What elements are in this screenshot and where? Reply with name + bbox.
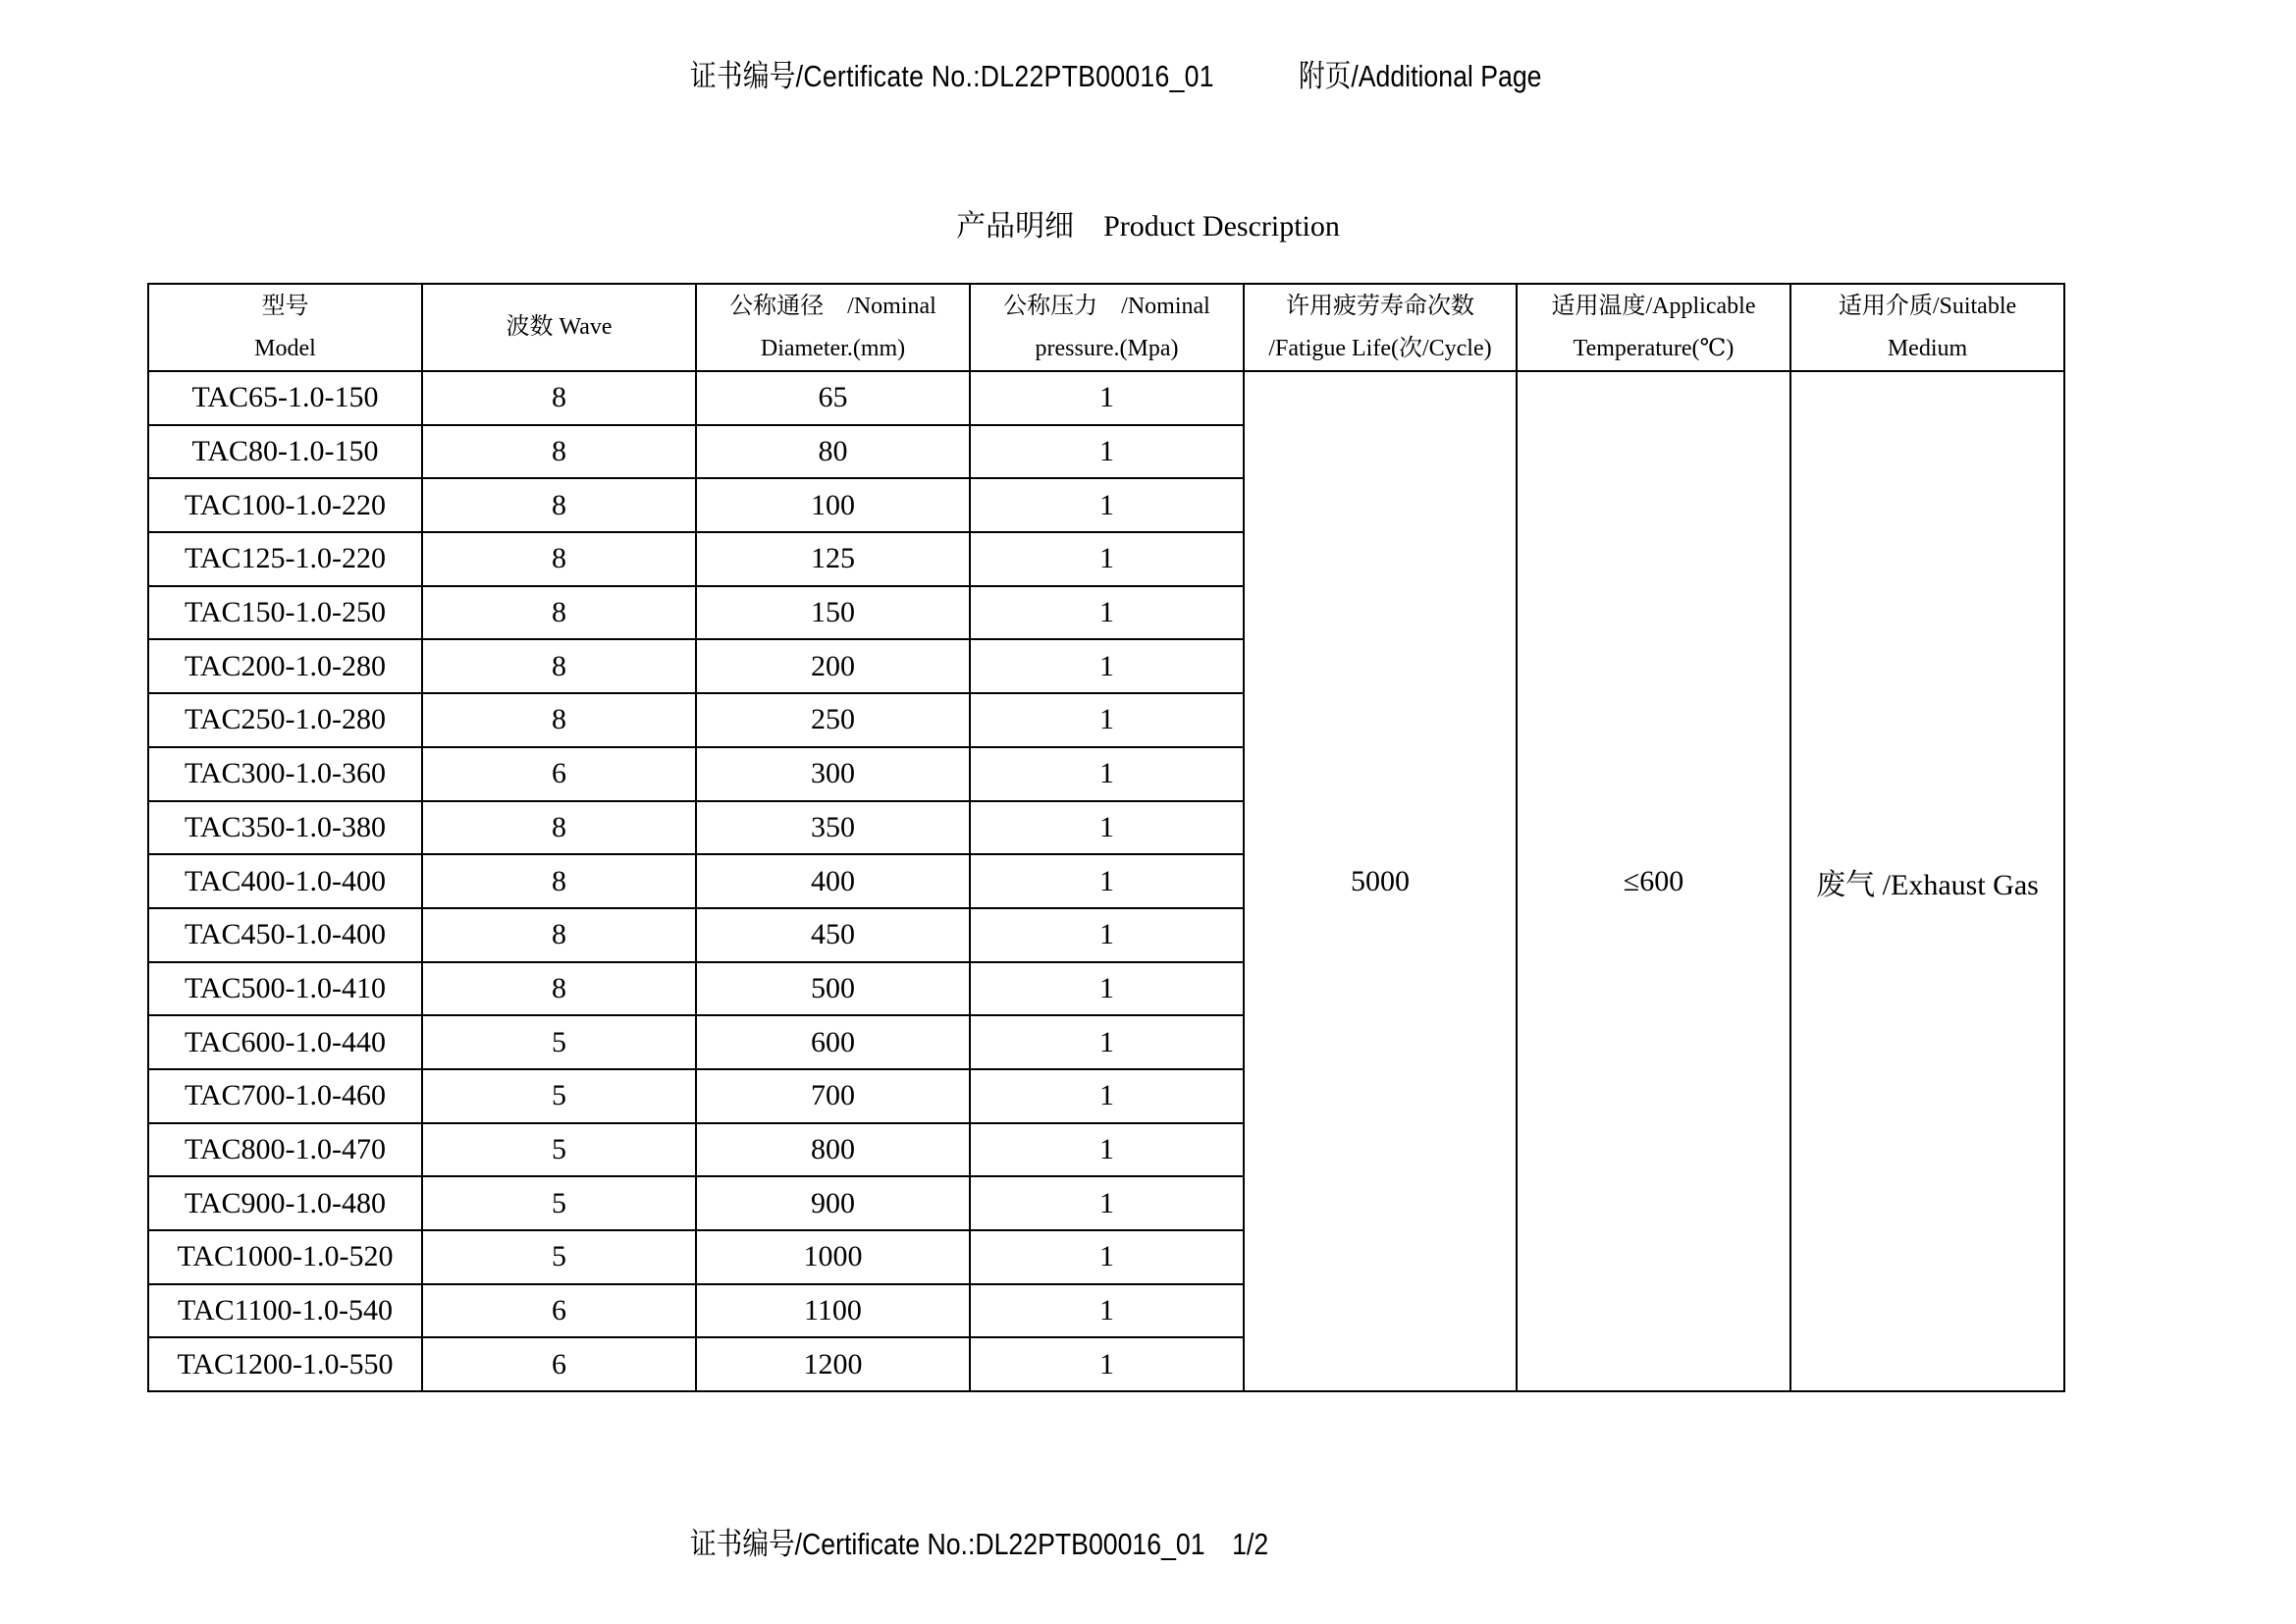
header-model: 型号 Model bbox=[148, 284, 422, 371]
additional-page-label: 附页/Additional Page bbox=[1299, 59, 1542, 93]
cell-temperature: ≤600 bbox=[1517, 371, 1790, 1391]
cell-diameter: 700 bbox=[696, 1069, 970, 1123]
table-header-row bbox=[148, 284, 2064, 371]
cell-diameter: 450 bbox=[696, 908, 970, 962]
cell-diameter: 400 bbox=[696, 854, 970, 908]
header-medium: 适用介质/Suitable Medium bbox=[1790, 284, 2064, 371]
cell-diameter: 1100 bbox=[696, 1284, 970, 1338]
header-fatigue-life: 许用疲劳寿命次数 /Fatigue Life(次/Cycle) bbox=[1244, 284, 1517, 371]
cell-wave: 8 bbox=[422, 908, 696, 962]
cell-pressure: 1 bbox=[970, 478, 1244, 532]
header-diameter: 公称通径 /Nominal Diameter.(mm) bbox=[696, 284, 970, 371]
cell-wave: 8 bbox=[422, 425, 696, 479]
cell-model: TAC600-1.0-440 bbox=[148, 1015, 422, 1069]
cell-model: TAC900-1.0-480 bbox=[148, 1176, 422, 1230]
cell-fatigue-life: 5000 bbox=[1244, 371, 1517, 1391]
cell-model: TAC800-1.0-470 bbox=[148, 1123, 422, 1177]
cell-diameter: 80 bbox=[696, 425, 970, 479]
cell-pressure: 1 bbox=[970, 1337, 1244, 1391]
cell-pressure: 1 bbox=[970, 962, 1244, 1016]
cell-diameter: 600 bbox=[696, 1015, 970, 1069]
cell-pressure: 1 bbox=[970, 1230, 1244, 1284]
cell-model: TAC250-1.0-280 bbox=[148, 693, 422, 747]
cell-pressure: 1 bbox=[970, 801, 1244, 855]
cell-diameter: 1000 bbox=[696, 1230, 970, 1284]
cell-pressure: 1 bbox=[970, 1069, 1244, 1123]
title-zh: 产品明细 bbox=[956, 210, 1075, 243]
cell-model: TAC450-1.0-400 bbox=[148, 908, 422, 962]
cell-wave: 5 bbox=[422, 1176, 696, 1230]
cell-pressure: 1 bbox=[970, 1176, 1244, 1230]
cell-wave: 8 bbox=[422, 801, 696, 855]
page-footer bbox=[690, 1519, 1268, 1563]
cell-wave: 5 bbox=[422, 1230, 696, 1284]
cell-wave: 6 bbox=[422, 747, 696, 801]
cell-wave: 8 bbox=[422, 586, 696, 640]
cell-diameter: 250 bbox=[696, 693, 970, 747]
cell-model: TAC300-1.0-360 bbox=[148, 747, 422, 801]
cell-diameter: 125 bbox=[696, 532, 970, 586]
cell-model: TAC125-1.0-220 bbox=[148, 532, 422, 586]
cell-wave: 8 bbox=[422, 371, 696, 425]
cell-model: TAC150-1.0-250 bbox=[148, 586, 422, 640]
cell-model: TAC350-1.0-380 bbox=[148, 801, 422, 855]
header-wave: 波数 Wave bbox=[422, 284, 696, 371]
cell-diameter: 800 bbox=[696, 1123, 970, 1177]
cell-model: TAC1200-1.0-550 bbox=[148, 1337, 422, 1391]
cell-pressure: 1 bbox=[970, 1123, 1244, 1177]
cell-diameter: 100 bbox=[696, 478, 970, 532]
cell-model: TAC65-1.0-150 bbox=[148, 371, 422, 425]
certificate-number: 证书编号/Certificate No.:DL22PTB00016_01 bbox=[690, 59, 1214, 93]
cell-pressure: 1 bbox=[970, 693, 1244, 747]
cell-wave: 8 bbox=[422, 854, 696, 908]
cell-pressure: 1 bbox=[970, 1015, 1244, 1069]
cell-model: TAC100-1.0-220 bbox=[148, 478, 422, 532]
cell-diameter: 300 bbox=[696, 747, 970, 801]
cell-pressure: 1 bbox=[970, 908, 1244, 962]
cell-pressure: 1 bbox=[970, 639, 1244, 693]
cell-diameter: 900 bbox=[696, 1176, 970, 1230]
page-number: 1/2 bbox=[1232, 1527, 1269, 1561]
cell-model: TAC1000-1.0-520 bbox=[148, 1230, 422, 1284]
cell-pressure: 1 bbox=[970, 425, 1244, 479]
cell-diameter: 350 bbox=[696, 801, 970, 855]
cell-model: TAC200-1.0-280 bbox=[148, 639, 422, 693]
cell-diameter: 65 bbox=[696, 371, 970, 425]
header-pressure: 公称压力 /Nominal pressure.(Mpa) bbox=[970, 284, 1244, 371]
page-title bbox=[0, 201, 2296, 244]
cell-pressure: 1 bbox=[970, 854, 1244, 908]
cell-model: TAC700-1.0-460 bbox=[148, 1069, 422, 1123]
cell-model: TAC80-1.0-150 bbox=[148, 425, 422, 479]
cell-pressure: 1 bbox=[970, 532, 1244, 586]
cell-wave: 5 bbox=[422, 1015, 696, 1069]
cell-diameter: 1200 bbox=[696, 1337, 970, 1391]
page-header bbox=[0, 51, 2296, 100]
cell-model: TAC500-1.0-410 bbox=[148, 962, 422, 1016]
cell-pressure: 1 bbox=[970, 371, 1244, 425]
cell-diameter: 500 bbox=[696, 962, 970, 1016]
cell-wave: 8 bbox=[422, 532, 696, 586]
cell-wave: 6 bbox=[422, 1284, 696, 1338]
cell-wave: 8 bbox=[422, 639, 696, 693]
cell-diameter: 200 bbox=[696, 639, 970, 693]
cell-pressure: 1 bbox=[970, 747, 1244, 801]
table-row bbox=[148, 371, 2064, 425]
cell-wave: 8 bbox=[422, 478, 696, 532]
header-temperature: 适用温度/Applicable Temperature(℃) bbox=[1517, 284, 1790, 371]
cell-wave: 8 bbox=[422, 962, 696, 1016]
cell-pressure: 1 bbox=[970, 586, 1244, 640]
cell-wave: 8 bbox=[422, 693, 696, 747]
product-table bbox=[147, 283, 2065, 1392]
title-en: Product Description bbox=[1103, 210, 1340, 243]
cell-medium: 废气 /Exhaust Gas bbox=[1790, 371, 2064, 1391]
cell-wave: 5 bbox=[422, 1123, 696, 1177]
cell-wave: 5 bbox=[422, 1069, 696, 1123]
table-body bbox=[148, 371, 2064, 1391]
footer-certificate-number: 证书编号/Certificate No.:DL22PTB00016_01 bbox=[690, 1527, 1205, 1561]
cell-diameter: 150 bbox=[696, 586, 970, 640]
cell-pressure: 1 bbox=[970, 1284, 1244, 1338]
cell-wave: 6 bbox=[422, 1337, 696, 1391]
cell-model: TAC400-1.0-400 bbox=[148, 854, 422, 908]
cell-model: TAC1100-1.0-540 bbox=[148, 1284, 422, 1338]
